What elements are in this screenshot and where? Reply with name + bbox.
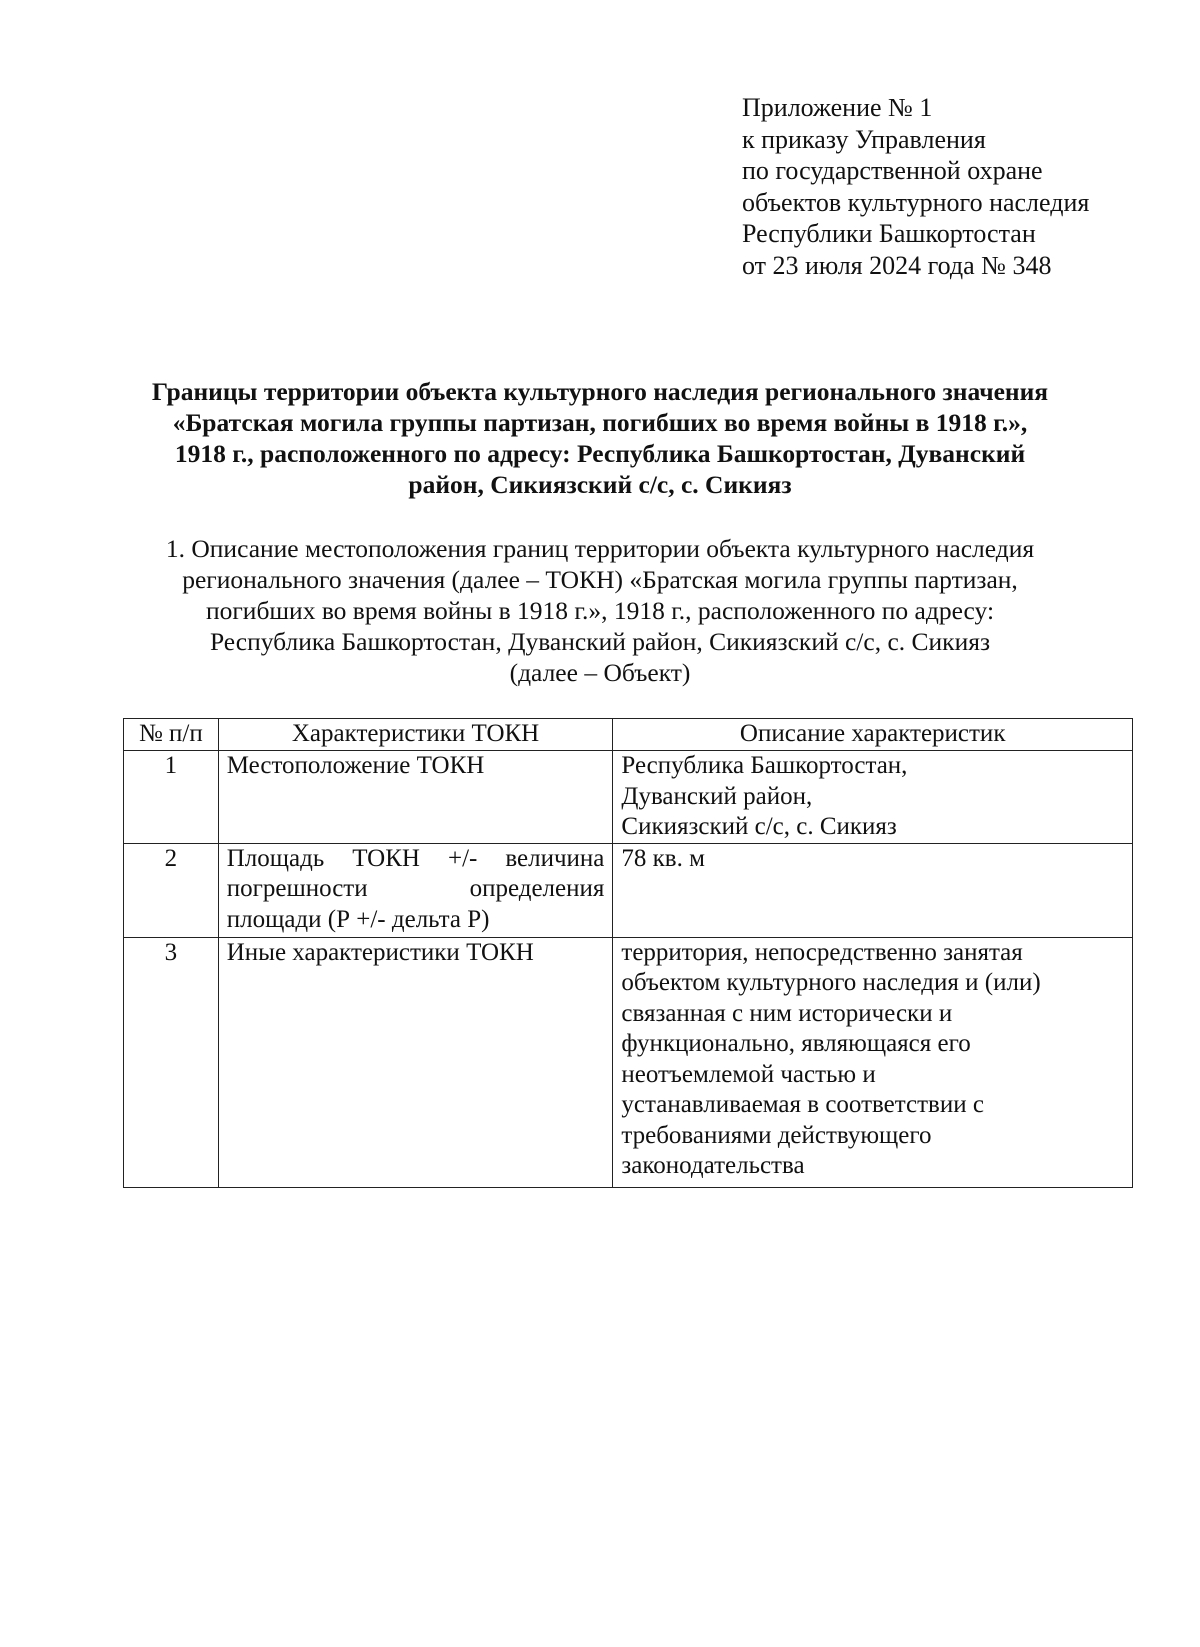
description-line: законодательства — [621, 1152, 805, 1179]
header-description: Описание характеристик — [613, 719, 1133, 751]
row-characteristic — [218, 843, 613, 937]
section-1-description — [100, 533, 1100, 688]
header-number: № п/п — [124, 719, 219, 751]
header-characteristic: Характеристики ТОКН — [218, 719, 613, 751]
section-line: (далее – Объект) — [509, 658, 691, 687]
description-line: функционально, являющаяся его — [621, 1030, 971, 1057]
description-line: неотъемлемой частью и — [621, 1060, 876, 1088]
section-line: Республика Башкортостан, Дуванский район, Сикиязский с/с, с. Сикияз — [209, 627, 991, 656]
title-line: район, Сикиязский с/с, с. Сикияз — [408, 470, 792, 499]
appendix-line: Приложение № 1 — [742, 93, 933, 122]
description-line: территория, непосредственно занятая — [621, 938, 1023, 966]
word: +/- — [447, 844, 478, 872]
title-line: 1918 г., расположенного по адресу: Республика Башкортостан, Дуванский — [174, 439, 1026, 468]
table-header-row — [124, 719, 1133, 751]
title-line: Границы территории объекта культурного наследия регионального значения — [151, 377, 1049, 406]
description-line: связанная с ним исторически и — [621, 999, 953, 1027]
description-line: объектом культурного наследия и (или) — [621, 969, 1041, 996]
title-line: «Братская могила группы партизан, погибших во время войны в 1918 г.», — [172, 408, 1028, 437]
appendix-line: Республики Башкортостан — [742, 219, 1036, 248]
row-number: 2 — [124, 843, 219, 937]
description-line: Дуванский район, — [621, 782, 813, 810]
row-number: 1 — [124, 751, 219, 844]
word: погрешности — [226, 875, 368, 902]
row-description — [613, 937, 1133, 1187]
appendix-line: от 23 июля 2024 года № 348 — [742, 250, 1052, 280]
word: определения — [469, 875, 605, 902]
word: Площадь — [226, 844, 325, 872]
appendix-line: по государственной охране — [742, 156, 1043, 185]
table-row — [124, 843, 1133, 937]
description-line: Республика Башкортостан, — [621, 752, 908, 779]
appendix-header — [742, 92, 1089, 281]
characteristic-line: Местоположение ТОКН — [226, 752, 485, 779]
section-line: регионального значения (далее – ТОКН) «Братская могила группы партизан, — [182, 565, 1018, 594]
table-row — [124, 937, 1133, 1187]
section-line: 1. Описание местоположения границ территории объекта культурного наследия — [165, 534, 1035, 563]
section-line: погибших во время войны в 1918 г.», 1918 г., расположенного по адресу: — [205, 596, 995, 625]
description-line: 78 кв. м — [621, 844, 705, 872]
word: ТОКН — [352, 844, 420, 872]
appendix-line: к приказу Управления — [742, 124, 986, 154]
table-row — [124, 751, 1133, 844]
characteristic-line: Иные характеристики ТОКН — [226, 938, 534, 966]
appendix-line: объектов культурного наследия — [742, 187, 1090, 217]
description-line: Сикиязский с/с, с. Сикияз — [621, 813, 897, 840]
characteristic-line: площади (Р +/- дельта Р) — [226, 905, 490, 933]
tokn-characteristics-table — [123, 718, 1133, 1188]
row-description — [613, 751, 1133, 844]
row-characteristic — [218, 937, 613, 1187]
row-description — [613, 843, 1133, 937]
row-characteristic — [218, 751, 613, 844]
document-title — [100, 376, 1100, 500]
description-line: устанавливаемая в соответствии с — [621, 1091, 984, 1118]
word: величина — [505, 844, 605, 872]
row-number: 3 — [124, 937, 219, 1187]
characteristic-line — [227, 874, 605, 905]
characteristic-line — [227, 844, 605, 875]
description-line: требованиями действующего — [621, 1121, 932, 1149]
